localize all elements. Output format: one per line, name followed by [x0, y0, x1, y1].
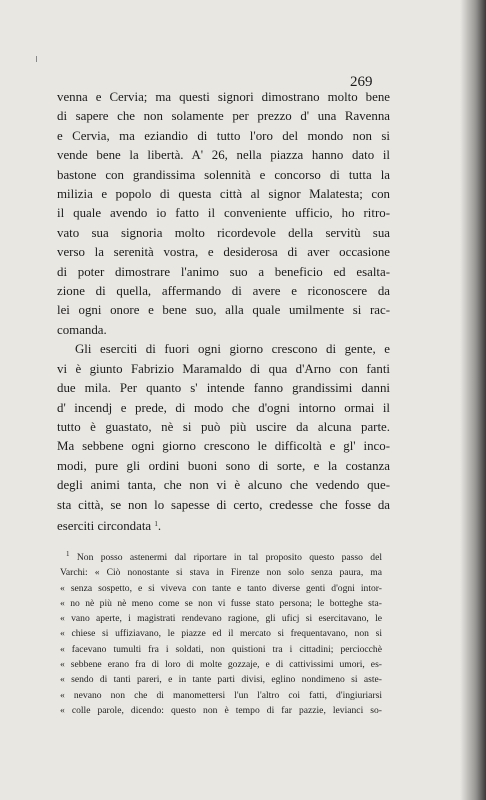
- footnote-line: « sebbene erano fra di loro di molte gozzaje, e di cattivissimi umori, es-: [60, 659, 382, 671]
- footnote-line: « senza sospetto, e si viveva con tante e tanto diverse genti d'ogni intor-: [60, 582, 382, 594]
- text-line: e Cervia, ma eziandio di tutto l'oro del mondo non si: [57, 128, 390, 143]
- text-line: vende bene la libertà. A' 26, nella piazza hanno dato il: [57, 148, 390, 163]
- footnote-line: « facevano tumulti fra i soldati, non quistioni tra i cittadini; perciocchè: [60, 643, 382, 655]
- text-line: comanda.: [57, 322, 107, 337]
- stray-mark: [36, 56, 37, 62]
- paragraph-2: [57, 340, 390, 536]
- text-line: tutto è guastato, nè si può più uscire da alcuna parte.: [57, 419, 390, 434]
- text-line: d' incendj e prede, di modo che d'ogni intorno ormai il: [57, 400, 390, 415]
- page-edge-shadow: [460, 0, 486, 800]
- paragraph-1: [57, 88, 390, 340]
- text-line: Gli eserciti di fuori ogni giorno crescono di gente, e: [75, 342, 390, 357]
- footnote: [60, 547, 382, 718]
- text-line: degli animi tanta, che non vi è alcuno che vedendo que-: [57, 478, 390, 493]
- text-line: il quale avendo io fatto il conveniente ufficio, ho ritro-: [57, 206, 390, 221]
- text-line: vi è giunto Fabrizio Maramaldo di qua d'Arno con fanti: [57, 361, 390, 376]
- text-line: sta città, se non lo sapesse di certo, credesse che fosse da: [57, 497, 390, 512]
- text-line: modi, pure gli ordini buoni sono di sorte, e la costanza: [57, 458, 390, 473]
- footnote-line: « colle parole, dicendo: questo non è tempo di far pazzie, levianci so-: [60, 704, 382, 716]
- text-line: lei ogni onore e bene suo, alla quale umilmente si rac-: [57, 303, 390, 318]
- text-line: di poter dimostrare l'animo suo a beneficio ed esalta-: [57, 264, 390, 279]
- footnote-line: « vano aperte, i magistrati rendevano ragione, gli uficj si esercitavano, le: [60, 613, 382, 625]
- text-line: bastone con grandissima solennità e concorso di tutta la: [57, 167, 390, 182]
- footnote-line: « nevano non che di manomettersi l'un l'altro coi fatti, d'ingiuriarsi: [60, 689, 382, 701]
- text-line: zione di quella, affermando di avere e riconoscere da: [57, 284, 390, 299]
- page-number: 269: [350, 74, 373, 90]
- text-line: verso la serenità vostra, e desiderosa di aver occasione: [57, 245, 390, 260]
- footnote-reference: 1: [154, 519, 158, 528]
- footnote-line-content: Non posso astenermi dal riportare in tal proposito questo passo del: [76, 552, 382, 563]
- text-line: eserciti circondata $^1$.: [57, 518, 162, 533]
- footnote-line: « chiese si uffiziavano, le piazze ed il mercato si frequentavano, non si: [60, 628, 382, 640]
- footnote-line: « sendo di tanti pareri, e in tante parti divisi, eglino nondimeno si aste-: [60, 674, 382, 686]
- text-line: vato sua signoria molto ricordevole della servitù sua: [57, 225, 390, 240]
- text-line: venna e Cervia; ma questi signori dimostrano molto bene: [57, 90, 390, 104]
- footnote-line: Varchi: « Ciò nonostante si stava in Firenze non solo senza paura, ma: [60, 567, 382, 579]
- text-line: Ma sebbene ogni giorno crescono le difficoltà e gl' inco-: [57, 439, 390, 454]
- text-line: milizia e popolo di questa città al signor Malatesta; con: [57, 187, 390, 202]
- main-text: [57, 88, 390, 536]
- footnote-marker: 1: [66, 550, 70, 558]
- text-line-content: eserciti circondata: [57, 518, 152, 533]
- footnote-line: « no nè più nè meno come se non vi fusse stato persona; le botteghe sta-: [60, 597, 382, 609]
- text-line: due mila. Per quanto s' intende fanno grandissimi danni: [57, 381, 390, 396]
- footnote-line: [60, 547, 382, 565]
- text-line: di sapere che non solamente per prezzo d' una Ravenna: [57, 109, 390, 124]
